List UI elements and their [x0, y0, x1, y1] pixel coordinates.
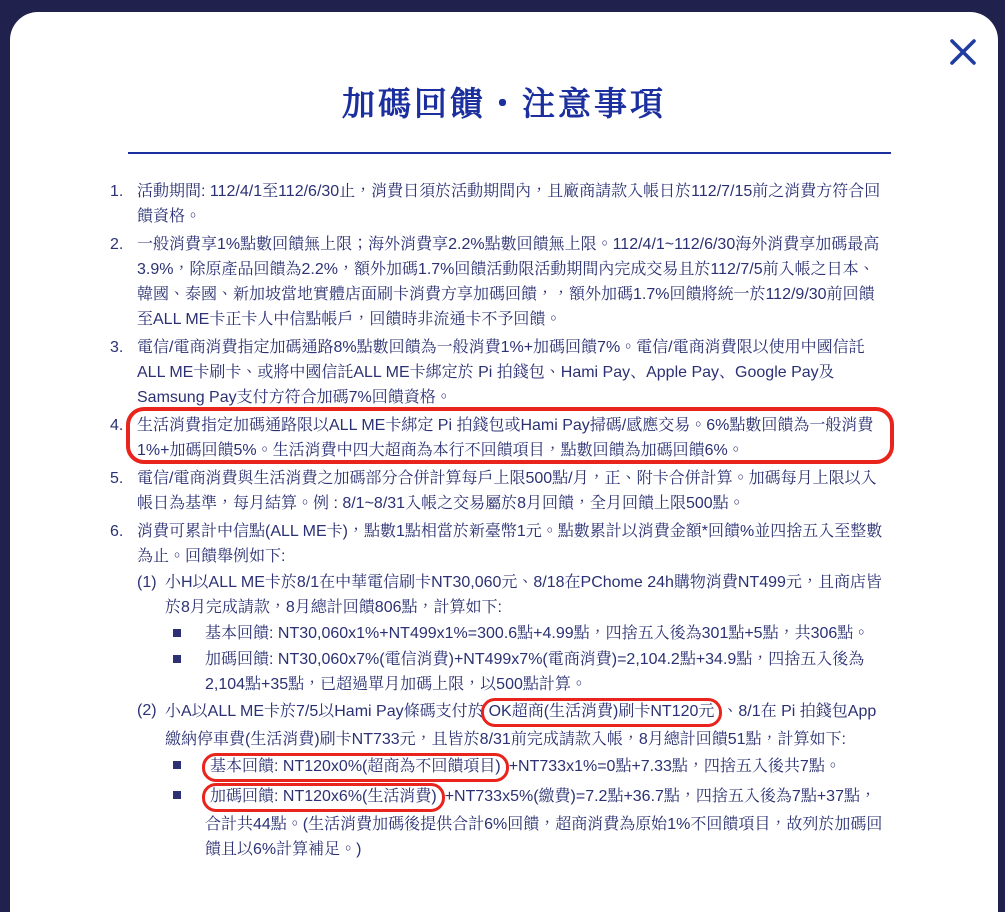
- calc-bullet-basic-2: [165, 753, 888, 782]
- bullet-square-icon: [173, 791, 181, 799]
- term-text: 活動期間: 112/4/1至112/6/30止，消費日須於活動期間內，且廠商請款入帳日於112/7/15前之消費方符合回饋資格。: [137, 183, 881, 225]
- term-number: 1.: [110, 183, 124, 200]
- term-text: 電信/電商消費指定加碼通路8%點數回饋為一般消費1%+加碼回饋7%。電信/電商消費限以使用中國信託ALL ME卡刷卡、或將中國信託ALL ME卡綁定於 Pi 拍錢包、Hami Pay、Apple Pay、Google Pay及Samsung Pay支付方符合加碼7%回饋資格。: [137, 339, 865, 406]
- term-6-intro: 消費可累計中信點(ALL ME卡)，點數1點相當於新臺幣1元。點數累計以消費金額*回饋%並四捨五入至整數為止。回饋舉例如下:: [137, 523, 883, 565]
- term-number: 2.: [110, 236, 124, 253]
- terms-content: [110, 179, 888, 862]
- bullet-text-rest: +NT733x1%=0點+7.33點，四捨五入後共7點。: [508, 758, 841, 775]
- term-item-5: [110, 466, 888, 516]
- title-divider: [128, 152, 891, 154]
- example-label: (1): [137, 574, 157, 591]
- red-circle-annotation: 加碼回饋: NT120x6%(生活消費): [202, 783, 445, 812]
- term-item-6: [110, 519, 888, 862]
- bullet-square-icon: [173, 655, 181, 663]
- term-text: 電信/電商消費與生活消費之加碼部分合併計算每戶上限500點/月，正、附卡合併計算。加碼每月上限以入帳日為基準，每月結算。例 : 8/1~8/31入帳之交易屬於8月回饋，全月回饋上限500點。: [137, 470, 877, 512]
- red-circle-annotation: 基本回饋: NT120x0%(超商為不回饋項目): [202, 753, 509, 782]
- bullet-square-icon: [173, 761, 181, 769]
- bullet-text-rest: +NT733x5%(繳費)=7.2點+36.7點，四捨五入後為7點+37點，合計共44點。(生活消費加碼後提供合計6%回饋，超商消費為原始1%不回饋項目，故列於加碼回饋且以6%計算補足。): [205, 788, 883, 858]
- bullet-text: [205, 753, 888, 782]
- bullet-text: 加碼回饋: NT30,060x7%(電信消費)+NT499x7%(電商消費)=2,104.2點+34.9點，四捨五入後為2,104點+35點，已超過單月加碼上限，以500點計算。: [205, 651, 865, 693]
- example-text: [165, 698, 888, 752]
- terms-modal: [10, 12, 998, 912]
- example-text-before: 小A以ALL ME卡於7/5以Hami Pay條碼支付於: [165, 703, 484, 720]
- term-item-3: [110, 335, 888, 410]
- example-1: [137, 570, 888, 620]
- term-text: 一般消費享1%點數回饋無上限；海外消費享2.2%點數回饋無上限。112/4/1~112/6/30海外消費享加碼最高3.9%，除原產品回饋為2.2%，額外加碼1.7%回饋活動限活動期間內完成交易且於112/7/5前入帳之日本、韓國、泰國、新加坡當地實體店面刷卡消費方享加碼回饋，，額外加碼1.7%回饋將統一於112/9/30前回饋至ALL ME卡正卡人中信點帳戶，回饋時非流通卡不予回饋。: [137, 236, 880, 328]
- calc-bullet-bonus-2: [165, 783, 888, 862]
- term-item-2: [110, 232, 888, 332]
- term-text: [137, 519, 888, 862]
- bullet-text: [205, 783, 888, 862]
- term-text-content: 生活消費指定加碼通路限以ALL ME卡綁定 Pi 拍錢包或Hami Pay掃碼/感應交易。6%點數回饋為一般消費1%+加碼回饋5%。生活消費中四大超商為本行不回饋項目，點數回饋為加碼回饋6%。: [137, 417, 874, 459]
- red-circle-annotation: OK超商(生活消費)刷卡NT120元: [481, 698, 723, 727]
- bullet-square-icon: [173, 629, 181, 637]
- term-text: [137, 413, 888, 463]
- term-number: 3.: [110, 339, 124, 356]
- close-button[interactable]: [944, 32, 984, 72]
- example-2: [137, 698, 888, 752]
- term-number: 6.: [110, 523, 124, 540]
- term-item-4: [110, 413, 888, 463]
- term-number: 4.: [110, 417, 124, 434]
- term-item-1: [110, 179, 888, 229]
- example-text: 小H以ALL ME卡於8/1在中華電信刷卡NT30,060元、8/18在PChome 24h購物消費NT499元，且商店皆於8月完成請款，8月總計回饋806點，計算如下:: [165, 574, 882, 616]
- close-icon: [948, 37, 978, 67]
- example-label: (2): [137, 702, 157, 719]
- example-text-after: 、8/1在 Pi 拍錢包App繳納停車費(生活消費)刷卡NT733元，且皆於8/31前完成請款入帳，8月總計回饋51點，計算如下:: [165, 703, 877, 748]
- calc-bullet-bonus-1: [165, 647, 888, 697]
- term-number: 5.: [110, 470, 124, 487]
- modal-title: 加碼回饋・注意事項: [342, 85, 666, 122]
- bullet-text: 基本回饋: NT30,060x1%+NT499x1%=300.6點+4.99點，四捨五入後為301點+5點，共306點。: [205, 625, 870, 642]
- calc-bullet-basic-1: [165, 621, 888, 646]
